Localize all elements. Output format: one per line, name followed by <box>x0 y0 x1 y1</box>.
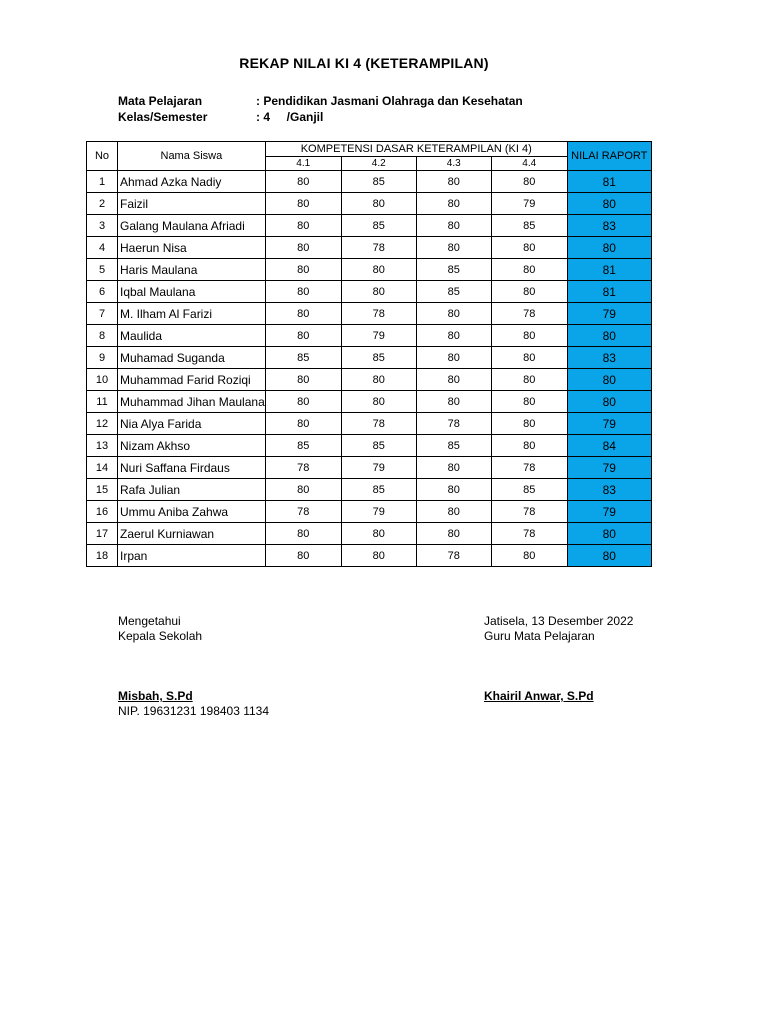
header-kd-4-2: 4.2 <box>341 157 416 171</box>
subject-line <box>118 94 523 108</box>
score-4-2: 85 <box>341 347 416 369</box>
student-name: Nizam Akhso <box>118 435 266 457</box>
score-4-2: 78 <box>341 237 416 259</box>
score-4-2: 80 <box>341 259 416 281</box>
raport-score: 80 <box>567 193 651 215</box>
score-4-1: 80 <box>265 193 341 215</box>
raport-score: 79 <box>567 303 651 325</box>
score-4-3: 80 <box>416 347 491 369</box>
table-row <box>87 391 652 413</box>
score-4-1: 80 <box>265 237 341 259</box>
table-row <box>87 479 652 501</box>
score-4-4: 78 <box>491 303 567 325</box>
score-4-3: 80 <box>416 215 491 237</box>
table-row <box>87 545 652 567</box>
score-4-4: 80 <box>491 435 567 457</box>
table-row <box>87 303 652 325</box>
table-row <box>87 237 652 259</box>
raport-score: 83 <box>567 347 651 369</box>
teacher-name: Khairil Anwar, S.Pd <box>484 689 594 703</box>
score-4-2: 80 <box>341 281 416 303</box>
score-4-3: 80 <box>416 501 491 523</box>
score-4-3: 80 <box>416 479 491 501</box>
score-4-1: 80 <box>265 281 341 303</box>
score-4-4: 85 <box>491 215 567 237</box>
raport-score: 80 <box>567 325 651 347</box>
signature-left <box>118 614 202 644</box>
score-4-1: 78 <box>265 501 341 523</box>
row-number: 8 <box>87 325 118 347</box>
principal-nip: NIP. 19631231 198403 1134 <box>118 704 270 718</box>
row-number: 2 <box>87 193 118 215</box>
header-kd-4-1: 4.1 <box>265 157 341 171</box>
raport-score: 79 <box>567 413 651 435</box>
table-row <box>87 259 652 281</box>
score-4-3: 85 <box>416 281 491 303</box>
student-name: Galang Maulana Afriadi <box>118 215 266 237</box>
score-4-3: 80 <box>416 237 491 259</box>
score-4-4: 85 <box>491 479 567 501</box>
raport-score: 80 <box>567 545 651 567</box>
student-name: Zaerul Kurniawan <box>118 523 266 545</box>
raport-score: 81 <box>567 281 651 303</box>
header-name: Nama Siswa <box>118 142 266 171</box>
row-number: 14 <box>87 457 118 479</box>
sign-right-line2: Guru Mata Pelajaran <box>484 629 595 643</box>
signature-right-name-block <box>484 689 594 704</box>
signature-right <box>484 614 633 644</box>
score-4-1: 80 <box>265 413 341 435</box>
row-number: 11 <box>87 391 118 413</box>
row-number: 7 <box>87 303 118 325</box>
score-4-1: 80 <box>265 523 341 545</box>
subject-value: : Pendidikan Jasmani Olahraga dan Kesehatan <box>256 94 523 108</box>
score-4-3: 85 <box>416 259 491 281</box>
row-number: 6 <box>87 281 118 303</box>
class-line <box>118 110 323 124</box>
score-4-4: 80 <box>491 171 567 193</box>
table-row <box>87 369 652 391</box>
row-number: 5 <box>87 259 118 281</box>
student-name: Haris Maulana <box>118 259 266 281</box>
grades-table <box>86 141 652 567</box>
score-4-2: 79 <box>341 501 416 523</box>
score-4-1: 80 <box>265 171 341 193</box>
score-4-4: 80 <box>491 369 567 391</box>
raport-score: 81 <box>567 171 651 193</box>
raport-score: 83 <box>567 215 651 237</box>
score-4-2: 80 <box>341 523 416 545</box>
score-4-1: 80 <box>265 369 341 391</box>
header-raport: NILAI RAPORT <box>567 142 651 171</box>
student-name: Muhammad Farid Roziqi <box>118 369 266 391</box>
score-4-3: 78 <box>416 413 491 435</box>
score-4-2: 85 <box>341 215 416 237</box>
row-number: 18 <box>87 545 118 567</box>
row-number: 10 <box>87 369 118 391</box>
score-4-4: 80 <box>491 347 567 369</box>
score-4-2: 78 <box>341 303 416 325</box>
score-4-1: 80 <box>265 325 341 347</box>
score-4-1: 80 <box>265 391 341 413</box>
score-4-4: 78 <box>491 501 567 523</box>
student-name: Nia Alya Farida <box>118 413 266 435</box>
score-4-2: 79 <box>341 325 416 347</box>
student-name: Irpan <box>118 545 266 567</box>
score-4-3: 80 <box>416 303 491 325</box>
raport-score: 79 <box>567 501 651 523</box>
raport-score: 79 <box>567 457 651 479</box>
table-row <box>87 281 652 303</box>
raport-score: 80 <box>567 369 651 391</box>
score-4-3: 80 <box>416 171 491 193</box>
raport-score: 80 <box>567 391 651 413</box>
header-competency: KOMPETENSI DASAR KETERAMPILAN (KI 4) <box>265 142 567 157</box>
row-number: 16 <box>87 501 118 523</box>
table-row <box>87 457 652 479</box>
student-name: Nuri Saffana Firdaus <box>118 457 266 479</box>
sign-left-line1: Mengetahui <box>118 614 181 628</box>
table-row <box>87 501 652 523</box>
score-4-2: 80 <box>341 369 416 391</box>
row-number: 1 <box>87 171 118 193</box>
raport-score: 83 <box>567 479 651 501</box>
student-name: Ummu Aniba Zahwa <box>118 501 266 523</box>
score-4-1: 85 <box>265 347 341 369</box>
score-4-4: 80 <box>491 325 567 347</box>
score-4-4: 80 <box>491 391 567 413</box>
signature-left-name-block <box>118 689 269 719</box>
row-number: 13 <box>87 435 118 457</box>
score-4-2: 80 <box>341 391 416 413</box>
score-4-2: 80 <box>341 545 416 567</box>
score-4-2: 85 <box>341 479 416 501</box>
student-name: Faizil <box>118 193 266 215</box>
raport-score: 81 <box>567 259 651 281</box>
row-number: 4 <box>87 237 118 259</box>
score-4-4: 80 <box>491 237 567 259</box>
sign-right-line1: Jatisela, 13 Desember 2022 <box>484 614 634 628</box>
student-name: Iqbal Maulana <box>118 281 266 303</box>
score-4-2: 85 <box>341 435 416 457</box>
score-4-2: 80 <box>341 193 416 215</box>
student-name: Haerun Nisa <box>118 237 266 259</box>
score-4-3: 80 <box>416 457 491 479</box>
table-row <box>87 325 652 347</box>
score-4-3: 78 <box>416 545 491 567</box>
score-4-1: 80 <box>265 545 341 567</box>
score-4-1: 85 <box>265 435 341 457</box>
sign-left-line2: Kepala Sekolah <box>118 629 203 643</box>
score-4-3: 85 <box>416 435 491 457</box>
header-kd-4-3: 4.3 <box>416 157 491 171</box>
score-4-3: 80 <box>416 391 491 413</box>
score-4-4: 80 <box>491 545 567 567</box>
class-value: : 4 /Ganjil <box>256 110 324 124</box>
subject-label: Mata Pelajaran <box>118 94 203 108</box>
row-number: 17 <box>87 523 118 545</box>
raport-score: 80 <box>567 523 651 545</box>
score-4-2: 85 <box>341 171 416 193</box>
score-4-1: 80 <box>265 479 341 501</box>
header-kd-4-4: 4.4 <box>491 157 567 171</box>
student-name: M. Ilham Al Farizi <box>118 303 266 325</box>
score-4-1: 80 <box>265 215 341 237</box>
score-4-4: 80 <box>491 413 567 435</box>
student-name: Rafa Julian <box>118 479 266 501</box>
table-row <box>87 193 652 215</box>
score-4-2: 78 <box>341 413 416 435</box>
raport-score: 84 <box>567 435 651 457</box>
score-4-3: 80 <box>416 369 491 391</box>
row-number: 3 <box>87 215 118 237</box>
score-4-1: 78 <box>265 457 341 479</box>
table-row <box>87 435 652 457</box>
score-4-4: 79 <box>491 193 567 215</box>
raport-score: 80 <box>567 237 651 259</box>
table-row <box>87 215 652 237</box>
header-no: No <box>87 142 118 171</box>
score-4-2: 79 <box>341 457 416 479</box>
student-name: Maulida <box>118 325 266 347</box>
score-4-4: 80 <box>491 281 567 303</box>
document-title: REKAP NILAI KI 4 (KETERAMPILAN) <box>239 55 489 71</box>
class-label: Kelas/Semester <box>118 110 208 124</box>
score-4-1: 80 <box>265 303 341 325</box>
score-4-4: 80 <box>491 259 567 281</box>
score-4-3: 80 <box>416 523 491 545</box>
score-4-3: 80 <box>416 193 491 215</box>
table-row <box>87 347 652 369</box>
table-row <box>87 171 652 193</box>
student-name: Muhammad Jihan Maulana <box>118 391 266 413</box>
table-row <box>87 523 652 545</box>
principal-name: Misbah, S.Pd <box>118 689 193 703</box>
student-name: Muhamad Suganda <box>118 347 266 369</box>
student-name: Ahmad Azka Nadiy <box>118 171 266 193</box>
row-number: 15 <box>87 479 118 501</box>
score-4-4: 78 <box>491 457 567 479</box>
score-4-3: 80 <box>416 325 491 347</box>
row-number: 12 <box>87 413 118 435</box>
table-row <box>87 413 652 435</box>
row-number: 9 <box>87 347 118 369</box>
score-4-4: 78 <box>491 523 567 545</box>
score-4-1: 80 <box>265 259 341 281</box>
